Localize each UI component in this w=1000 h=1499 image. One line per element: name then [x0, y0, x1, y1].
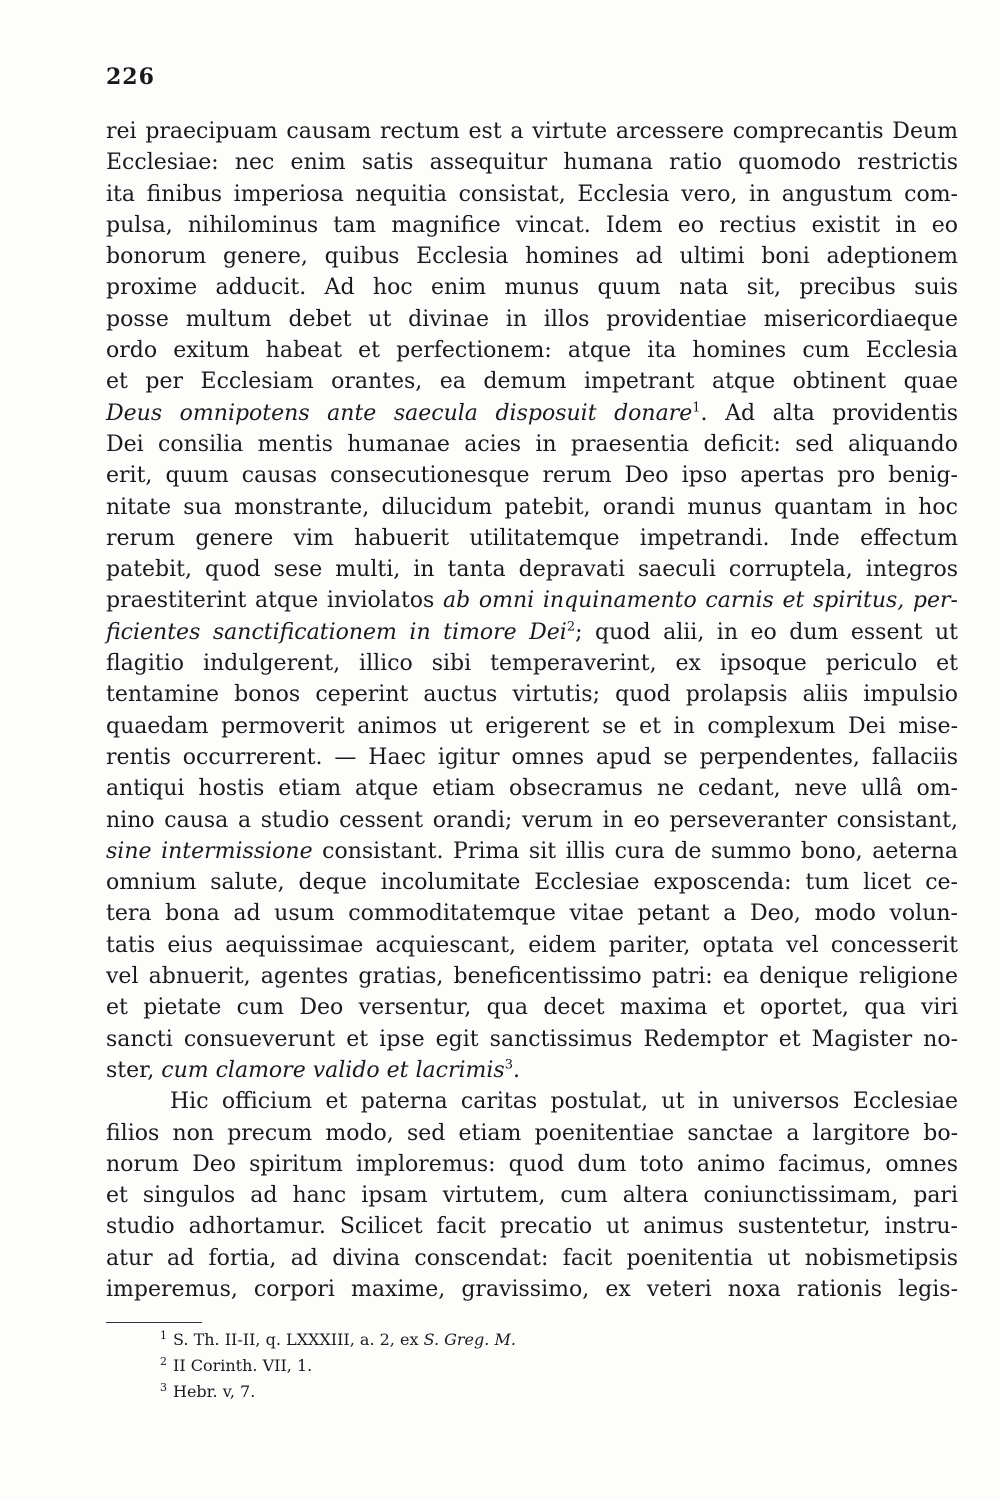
text-line: [106, 898, 958, 929]
footnote-reference: 2: [566, 619, 576, 635]
text-line: [106, 836, 958, 867]
text-line: [106, 961, 958, 992]
text-line: [106, 398, 958, 429]
text-line: [106, 930, 958, 961]
text-line: [106, 992, 958, 1023]
text-segment: tatis eius aequissimae acquiescant, eidem pariter, optata vel concesserit: [106, 932, 958, 958]
italic-text: ab omni inquinamento carnis et spiritus, per-: [442, 588, 958, 614]
footnote: [160, 1379, 860, 1405]
footnotes: [160, 1327, 860, 1405]
text-segment: tera bona ad usum commoditatemque vitae petant a Deo, modo volun-: [106, 901, 958, 927]
text-line: [106, 523, 958, 554]
text-line: [106, 1243, 958, 1274]
text-segment: antiqui hostis etiam atque etiam obsecramus ne cedant, neve ullâ om-: [106, 776, 958, 802]
body-text: [106, 116, 958, 1305]
text-segment: rerum genere vim habuerit utilitatemque impetrandi. Inde effectum: [106, 525, 958, 551]
text-line: [106, 1149, 958, 1180]
text-line: [106, 429, 958, 460]
text-line: [106, 805, 958, 836]
text-segment: praestiterint atque inviolatos: [106, 588, 443, 614]
text-segment: rei praecipuam causam rectum est a virtute arcessere comprecantis Deum: [106, 119, 958, 144]
footnote-mark: 1: [160, 1328, 167, 1342]
text-segment: norum Deo spiritum imploremus: quod dum toto animo facimus, omnes: [106, 1151, 958, 1177]
text-line: [106, 1211, 958, 1242]
text-line: [106, 147, 958, 178]
text-segment: filios non precum modo, sed etiam poenitentiae sanctae a largitore bo-: [106, 1120, 958, 1146]
text-line: [106, 1055, 958, 1086]
text-line: [106, 648, 958, 679]
text-line: [106, 1274, 958, 1305]
italic-text: S. Greg. M.: [423, 1330, 516, 1349]
text-segment: flagitio indulgerent, illico sibi temperaverint, ex ipsoque periculo et: [106, 651, 958, 677]
text-line: [106, 366, 958, 397]
text-line: [106, 679, 958, 710]
footnote-mark: 3: [160, 1380, 167, 1394]
text-segment: patebit, quod sese multi, in tanta depravati saeculi corruptela, integros: [106, 557, 958, 583]
text-segment: erit, quum causas consecutionesque rerum Deo ipso apertas pro benig-: [106, 463, 958, 489]
text-segment: atur ad fortia, ad divina conscendat: facit poenitentia ut nobismetipsis: [106, 1245, 958, 1271]
text-segment: rentis occurrerent. — Haec igitur omnes apud se perpendentes, fallaciis: [106, 744, 958, 770]
text-segment: . Ad alta providentis: [700, 400, 958, 426]
text-line: [106, 585, 958, 616]
text-segment: proxime adducit. Ad hoc enim munus quum nata sit, precibus suis: [106, 275, 958, 301]
text-line: [106, 241, 958, 272]
text-line: [106, 554, 958, 585]
text-line: [106, 460, 958, 491]
text-line: [106, 773, 958, 804]
text-segment: nino causa a studio cessent orandi; verum in eo perseveranter consistant,: [106, 807, 958, 833]
text-line: [106, 1024, 958, 1055]
text-segment: ster,: [106, 1057, 162, 1083]
italic-text: ficientes sanctificationem in timore Dei: [106, 619, 567, 645]
text-line: [106, 304, 958, 335]
footnote-reference: 3: [504, 1057, 513, 1073]
text-segment: nitate sua monstrante, dilucidum patebit, orandi munus quantam in hoc: [106, 494, 958, 520]
text-segment: II Corinth. VII, 1.: [173, 1356, 313, 1375]
text-segment: imperemus, corpori maxime, gravissimo, ex veteri noxa rationis legis-: [106, 1276, 958, 1302]
footnote-reference: 1: [692, 400, 701, 416]
footnote: [160, 1353, 860, 1379]
text-line: [106, 335, 958, 366]
text-segment: et pietate cum Deo versentur, qua decet maxima et oportet, qua viri: [106, 995, 958, 1021]
text-segment: sancti consueverunt et ipse egit sanctissimus Redemptor et Magister no-: [106, 1026, 958, 1052]
text-line: [106, 272, 958, 303]
text-line: [106, 1086, 958, 1117]
text-segment: Hic officium et paterna caritas postulat, ut in universos Ecclesiae: [170, 1089, 958, 1115]
text-line: [106, 116, 958, 147]
footnote: [160, 1327, 860, 1353]
text-line: [106, 867, 958, 898]
text-line: [106, 617, 958, 648]
text-line: [106, 1180, 958, 1211]
text-segment: vel abnuerit, agentes gratias, beneficentissimo patri: ea denique religione: [106, 964, 958, 990]
text-line: [106, 492, 958, 523]
text-segment: bonorum genere, quibus Ecclesia homines ad ultimi boni adeptionem: [106, 244, 958, 270]
text-line: [106, 1118, 958, 1149]
text-segment: pulsa, nihilominus tam magnifice vincat. Idem eo rectius existit in eo: [106, 212, 958, 238]
text-segment: ita finibus imperiosa nequitia consistat, Ecclesia vero, in angustum com-: [106, 181, 958, 207]
text-line: [106, 742, 958, 773]
italic-text: cum clamore valido et lacrimis: [161, 1057, 505, 1083]
text-segment: ordo exitum habeat et perfectionem: atque ita homines cum Ecclesia: [106, 338, 958, 364]
text-line: [106, 210, 958, 241]
text-segment: Ecclesiae: nec enim satis assequitur humana ratio quomodo restrictis: [106, 150, 958, 176]
text-segment: consistant. Prima sit illis cura de summo bono, aeterna: [312, 838, 958, 864]
text-segment: et per Ecclesiam orantes, ea demum impetrant atque obtinent quae: [106, 369, 958, 395]
text-segment: Dei consilia mentis humanae acies in praesentia deficit: sed aliquando: [106, 431, 958, 457]
text-segment: .: [513, 1057, 520, 1083]
text-segment: S. Th. II-II, q. LXXXIII, a. 2, ex: [173, 1330, 424, 1349]
italic-text: Deus omnipotens ante saecula disposuit donare: [106, 400, 693, 426]
text-line: [106, 179, 958, 210]
footnote-separator: [106, 1322, 202, 1323]
text-segment: studio adhortamur. Scilicet facit precatio ut animus sustentetur, instru-: [106, 1214, 958, 1240]
text-segment: Hebr. v, 7.: [173, 1382, 256, 1401]
text-line: [106, 711, 958, 742]
text-segment: posse multum debet ut divinae in illos providentiae misericordiaeque: [106, 306, 958, 332]
text-segment: quaedam permoverit animos ut erigerent se et in complexum Dei mise-: [106, 713, 958, 739]
footnote-mark: 2: [160, 1354, 167, 1368]
text-segment: tentamine bonos ceperint auctus virtutis; quod prolapsis aliis impulsio: [106, 682, 958, 708]
italic-text: sine intermissione: [106, 838, 313, 864]
page-number: 226: [106, 64, 155, 90]
text-segment: et singulos ad hanc ipsam virtutem, cum altera coniunctissimam, pari: [106, 1183, 958, 1209]
text-segment: ; quod alii, in eo dum essent ut: [575, 619, 958, 645]
text-segment: omnium salute, deque incolumitate Ecclesiae exposcenda: tum licet ce-: [106, 870, 958, 896]
